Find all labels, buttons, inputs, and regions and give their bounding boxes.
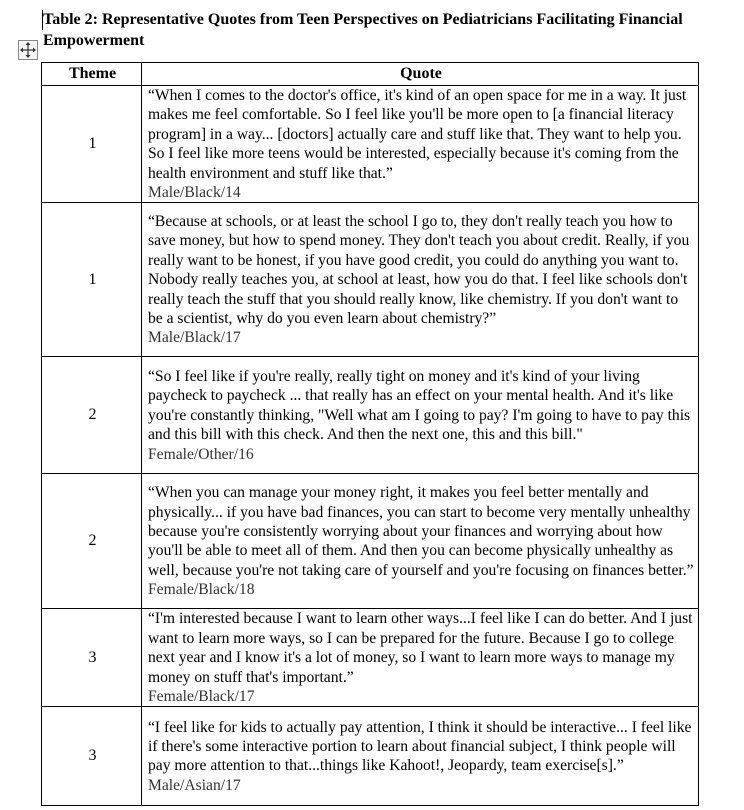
theme-cell: 1 xyxy=(42,86,142,203)
quote-cell xyxy=(142,86,699,203)
quote-text: “Because at schools, or at least the school I go to, they don't really teach you how to save money, but how to spend money. They don't teach you about credit. Really, if you really want to be honest, if you have good credit, you could do anything you want to. Nobody really teaches you, at school at least, how you do that. I feel like schools don't really teach the stuff that you should really know, like chemistry. If you don't want to be a scientist, why do you even learn about chemistry?” xyxy=(148,213,690,328)
quote-text: “I feel like for kids to actually pay attention, I think it should be interactive... I feel like if there's some interactive portion to learn about financial subject, I think people will pay more attention to that...things like Kahoot!, Jeopardy, team exercise[s].” xyxy=(148,718,692,775)
table-row xyxy=(42,609,699,707)
theme-cell: 1 xyxy=(42,203,142,357)
quote-text: “I'm interested because I want to learn other ways...I feel like I can do better. And I just want to learn more ways, so I can be prepared for the future. Because I go to college next year and I know it's a lot of money, so I want to learn more ways to manage my money on stuff that's important.” xyxy=(148,610,693,686)
quote-cell xyxy=(142,203,699,357)
quote-column-header: Quote xyxy=(142,63,699,86)
participant-attribution: Male/Black/17 xyxy=(148,329,241,347)
theme-cell: 3 xyxy=(42,707,142,806)
quote-text: “When you can manage your money right, it makes you feel better mentally and physically... if you have bad finances, you can start to become very mentally unhealthy because you're consistently worrying about your finances and worrying about how you'll be able to meet all of them. And then you can become physically unhealthy as well, because you're not taking care of yourself and you're focusing on finances better.” xyxy=(148,484,694,579)
quote-text: “So I feel like if you're really, really tight on money and it's kind of your living paycheck to paycheck ... that really has an effect on your mental health. And it's like you're constantly thinking, "Well what am I going to pay? I'm going to have to pay this and this bill with this check. And then the next one, this and this bill." xyxy=(148,367,691,444)
participant-attribution: Female/Other/16 xyxy=(148,445,254,463)
participant-attribution: Female/Black/18 xyxy=(148,581,255,599)
table-row xyxy=(42,203,699,357)
table-row xyxy=(42,474,699,609)
quote-cell xyxy=(142,357,699,474)
quotes-table xyxy=(41,62,699,806)
participant-attribution: Female/Black/17 xyxy=(148,688,255,706)
quote-cell xyxy=(142,707,699,806)
quote-cell xyxy=(142,609,699,707)
table-row xyxy=(42,86,699,203)
table-move-handle-icon[interactable] xyxy=(18,40,38,60)
participant-attribution: Male/Black/14 xyxy=(148,184,241,202)
participant-attribution: Male/Asian/17 xyxy=(148,776,241,794)
theme-column-header: Theme xyxy=(42,63,142,86)
table-row xyxy=(42,357,699,474)
theme-cell: 2 xyxy=(42,357,142,474)
table-row xyxy=(42,707,699,806)
table-caption: Table 2: Representative Quotes from Teen Perspectives on Pediatricians Facilitating Financial Empowerment xyxy=(43,11,683,49)
theme-cell: 2 xyxy=(42,474,142,609)
theme-cell: 3 xyxy=(42,609,142,707)
table-header-row xyxy=(42,63,699,86)
quote-text: “When I comes to the doctor's office, it's kind of an open space for me in a way. It just makes me feel comfortable. So I feel like you'll be more open to [a financial literacy program] in a way... [doctors] actually care and stuff like that. They want to help you. So I feel like more teens would be interested, especially because it's coming from the health environment and stuff like that.” xyxy=(148,87,687,182)
quote-cell xyxy=(142,474,699,609)
